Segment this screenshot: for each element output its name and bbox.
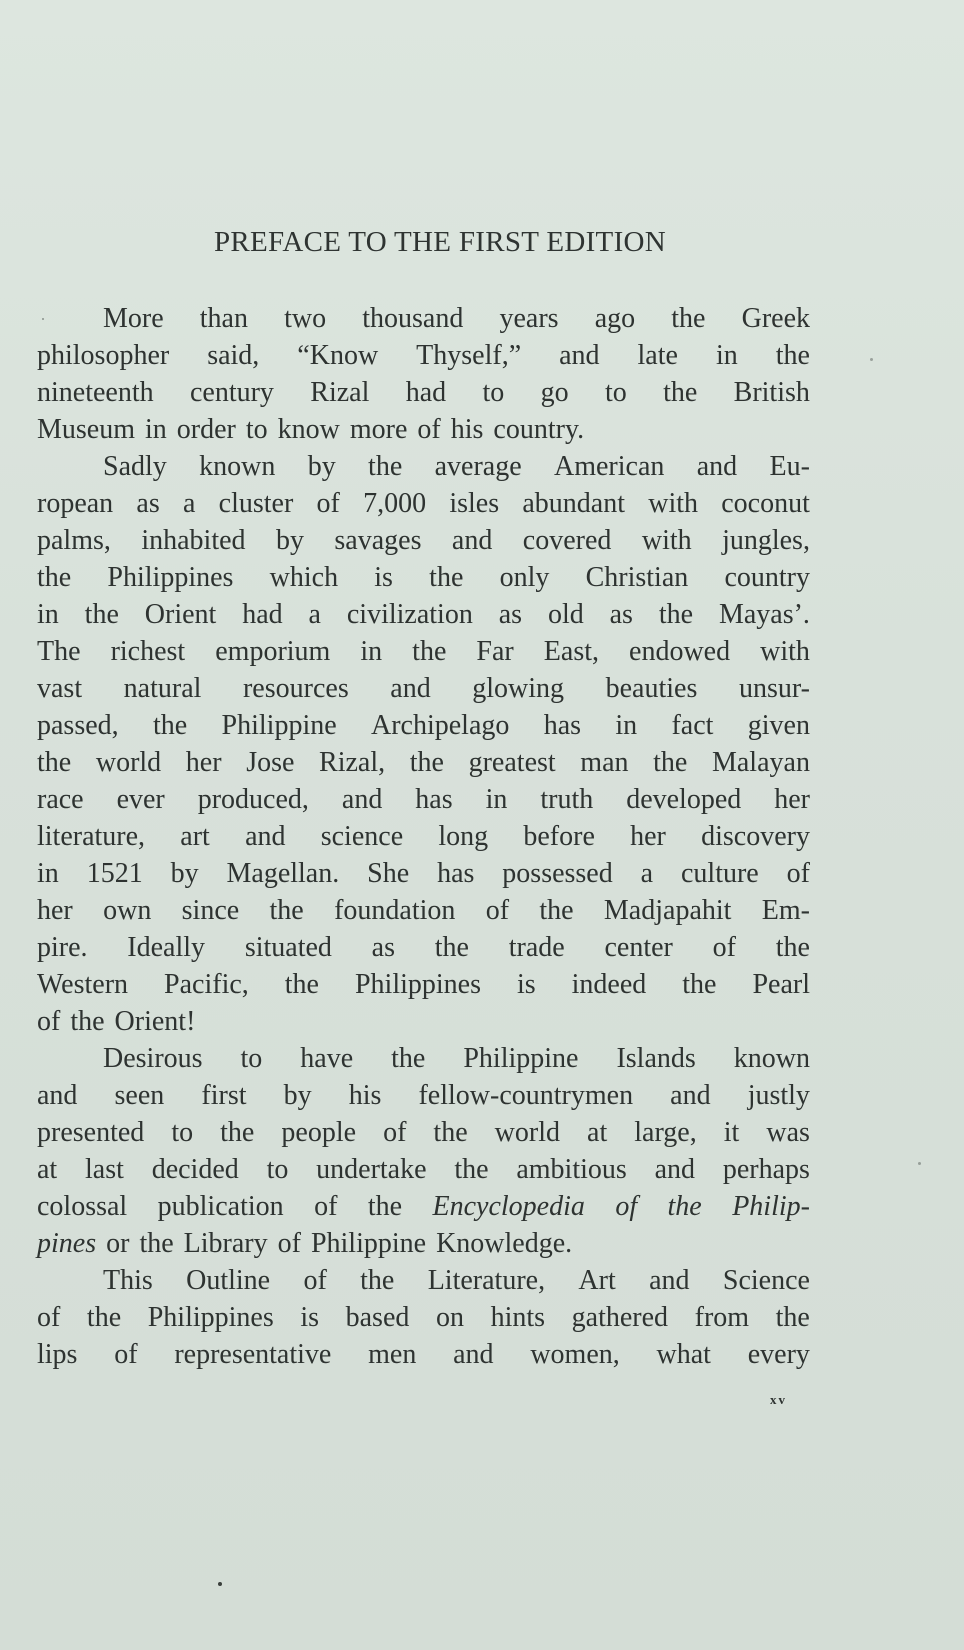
word: of (277, 1228, 301, 1259)
word: a (182, 488, 196, 519)
word: based (345, 1302, 410, 1333)
word: of (615, 1191, 638, 1222)
word: which (269, 562, 339, 593)
word: world (95, 747, 162, 778)
word: possessed (502, 858, 613, 889)
word: has (543, 710, 582, 741)
word: with (760, 636, 810, 667)
word: Malayan (711, 747, 810, 778)
word: the (775, 1302, 810, 1333)
word: to (482, 377, 505, 408)
word: richest (110, 636, 186, 667)
word: beauties (605, 673, 698, 704)
word: endowed (629, 636, 731, 667)
word: of (383, 1117, 407, 1148)
word: the (658, 599, 694, 630)
word: undertake (316, 1154, 427, 1185)
word: her (630, 821, 666, 852)
word: and (649, 1265, 690, 1296)
word: his (450, 414, 484, 445)
word: Ideally (127, 932, 206, 963)
word: late (637, 340, 678, 371)
word: given (747, 710, 810, 741)
word: ropean (37, 488, 114, 519)
text-line (37, 744, 810, 781)
word: presented (37, 1117, 145, 1148)
word: was (766, 1117, 810, 1148)
word: hints (490, 1302, 546, 1333)
word: Desirous (103, 1043, 203, 1074)
word: perhaps (722, 1154, 810, 1185)
page-title (0, 226, 840, 259)
word: have (300, 1043, 354, 1074)
text-line (37, 1262, 810, 1299)
word: She (367, 858, 410, 889)
word: average (434, 451, 522, 482)
word: had (405, 377, 447, 408)
word: country. (493, 414, 585, 445)
word: of (37, 1006, 61, 1037)
word: science (320, 821, 404, 852)
word: indeed (571, 969, 647, 1000)
word: to (266, 1154, 289, 1185)
word: said, (207, 340, 260, 371)
text-line (37, 337, 810, 374)
text-line (37, 929, 810, 966)
word: Far (476, 636, 514, 667)
word: American (554, 451, 665, 482)
word: the (367, 1191, 403, 1222)
word: in (485, 784, 508, 815)
word: the (454, 1154, 489, 1185)
word: philosopher (37, 340, 170, 371)
word: “Know (297, 340, 379, 371)
word: covered (522, 525, 612, 556)
word: This (103, 1265, 153, 1296)
word: Islands (616, 1043, 696, 1074)
word: inhabited (141, 525, 246, 556)
word: nineteenth (37, 377, 154, 408)
word: by (307, 451, 336, 482)
word: East, (543, 636, 599, 667)
text-line (37, 448, 810, 485)
word: more (349, 414, 408, 445)
word: the (667, 1191, 702, 1222)
word: than (199, 303, 248, 334)
word: the (37, 562, 72, 593)
word: the (429, 562, 464, 593)
word: More (103, 303, 164, 334)
text-line (37, 818, 810, 855)
word: 7,000 (363, 488, 427, 519)
word: savages (334, 525, 422, 556)
word: to (245, 414, 268, 445)
word: the (368, 451, 403, 482)
word: Literature, (427, 1265, 546, 1296)
word: decided (151, 1154, 239, 1185)
word: has (437, 858, 475, 889)
word: ever (116, 784, 165, 815)
word: men (368, 1339, 417, 1370)
text-line (37, 1040, 810, 1077)
print-speck (870, 358, 873, 361)
word: natural (123, 673, 202, 704)
word: of (303, 1265, 327, 1296)
word: as (609, 599, 633, 630)
word: justly (747, 1080, 810, 1111)
word: the (434, 932, 469, 963)
word: her (37, 895, 73, 926)
word: thousand (362, 303, 464, 334)
word: in (37, 599, 59, 630)
word: ago (594, 303, 636, 334)
word: British (733, 377, 810, 408)
text-line (37, 1114, 810, 1151)
word: the (269, 895, 304, 926)
word: the (152, 710, 188, 741)
word: women, (530, 1339, 620, 1370)
word: order (176, 414, 236, 445)
text-line (37, 1077, 810, 1114)
text-line (37, 1188, 810, 1225)
word: Thyself,” (416, 340, 522, 371)
word: Encyclopedia (432, 1191, 585, 1222)
text-line (37, 1003, 810, 1040)
word: Library (183, 1228, 268, 1259)
word: Philippine (463, 1043, 579, 1074)
word: of (316, 488, 340, 519)
word: world (494, 1117, 560, 1148)
print-speck (218, 1582, 222, 1586)
word: colossal (37, 1191, 128, 1222)
word: known (199, 451, 276, 482)
word: Science (722, 1265, 810, 1296)
text-line (37, 1225, 810, 1262)
word: Philippine (221, 710, 337, 741)
word: the (70, 1006, 105, 1037)
word: the (37, 747, 72, 778)
word: every (747, 1339, 810, 1370)
word: the (682, 969, 717, 1000)
word: a (308, 599, 321, 630)
word: the (284, 969, 319, 1000)
word: and (559, 340, 600, 371)
word: by (283, 1080, 312, 1111)
text-line (37, 522, 810, 559)
word: only (499, 562, 550, 593)
word: seen (114, 1080, 165, 1111)
word: Christian (585, 562, 689, 593)
word: Mayas’. (718, 599, 810, 630)
word: in (360, 636, 383, 667)
word: since (181, 895, 240, 926)
word: palms, (37, 525, 111, 556)
word: by (170, 858, 199, 889)
word: ambitious (516, 1154, 627, 1185)
word: to (240, 1043, 263, 1074)
text-line (37, 670, 810, 707)
word: the (220, 1117, 255, 1148)
word: go (540, 377, 569, 408)
word: the (391, 1043, 426, 1074)
word: her (185, 747, 222, 778)
word: of (37, 1302, 61, 1333)
word: The (37, 636, 81, 667)
word: Greek (741, 303, 810, 334)
word: her (774, 784, 810, 815)
word: and (453, 1339, 494, 1370)
word: Rizal (310, 377, 370, 408)
word: art (180, 821, 210, 852)
word: a (640, 858, 654, 889)
word: has (415, 784, 453, 815)
word: Pearl (752, 969, 810, 1000)
word: produced, (197, 784, 309, 815)
word: on (435, 1302, 464, 1333)
word: of (114, 1339, 138, 1370)
word: emporium (215, 636, 331, 667)
word: what (656, 1339, 711, 1370)
word: Art (578, 1265, 616, 1296)
word: and (245, 821, 286, 852)
word: vast (37, 673, 83, 704)
word: coconut (721, 488, 810, 519)
word: last (85, 1154, 124, 1185)
word: by (275, 525, 304, 556)
word: or (106, 1228, 130, 1259)
word: country (724, 562, 810, 593)
word: situated (244, 932, 332, 963)
word: at (37, 1154, 58, 1185)
text-line (37, 1299, 810, 1336)
word: jungles, (722, 525, 810, 556)
word: at (587, 1117, 608, 1148)
word: own (103, 895, 152, 926)
word: two (284, 303, 327, 334)
text-line (37, 411, 810, 448)
word: and (390, 673, 431, 704)
word: of (712, 932, 736, 963)
word: pines (37, 1228, 97, 1259)
word: pire. (37, 932, 88, 963)
word: with (648, 488, 698, 519)
word: discovery (701, 821, 810, 852)
word: Eu- (769, 451, 810, 482)
word: with (641, 525, 692, 556)
word: and (451, 525, 493, 556)
word: greatest (468, 747, 556, 778)
word: Outline (186, 1265, 271, 1296)
word: representative (174, 1339, 332, 1370)
text-line (37, 781, 810, 818)
page-number: xv (770, 1392, 787, 1407)
word: 1521 (86, 858, 143, 889)
word: foundation (334, 895, 456, 926)
word: before (523, 821, 595, 852)
word: Philippine (310, 1228, 427, 1259)
word: glowing (472, 673, 565, 704)
word: of (314, 1191, 338, 1222)
word: lips (37, 1339, 78, 1370)
word: cluster (218, 488, 294, 519)
word: the (86, 1302, 122, 1333)
word: resources (242, 673, 349, 704)
word: Madjapahit (603, 895, 732, 926)
word: long (438, 821, 489, 852)
word: the (539, 895, 574, 926)
text-line (37, 633, 810, 670)
word: in (37, 858, 59, 889)
text-line (37, 374, 810, 411)
word: of (417, 414, 441, 445)
word: literature, (37, 821, 146, 852)
print-speck (918, 1162, 921, 1165)
word: center (604, 932, 673, 963)
word: the (671, 303, 706, 334)
word: the (409, 747, 444, 778)
word: old (547, 599, 584, 630)
word: is (374, 562, 393, 593)
word: had (242, 599, 283, 630)
word: years (499, 303, 559, 334)
word: Orient! (114, 1006, 196, 1037)
word: passed, (37, 710, 119, 741)
word: unsur- (738, 673, 810, 704)
word: the (433, 1117, 468, 1148)
word: abundant (522, 488, 625, 519)
word: as (498, 599, 523, 630)
word: and (37, 1080, 78, 1111)
word: as (371, 932, 395, 963)
print-speck (42, 318, 44, 320)
text-line (37, 1151, 810, 1188)
word: race (37, 784, 84, 815)
word: isles (449, 488, 500, 519)
word: Western (37, 969, 129, 1000)
text-line (37, 300, 810, 337)
word: culture (681, 858, 759, 889)
word: Em- (761, 895, 810, 926)
word: the (84, 599, 119, 630)
word: fellow-countrymen (418, 1080, 634, 1111)
word: Museum (37, 414, 135, 445)
word: his (348, 1080, 382, 1111)
word: and (341, 784, 383, 815)
word: first (201, 1080, 247, 1111)
word: truth (540, 784, 594, 815)
word: Pacific, (164, 969, 249, 1000)
word: Magellan. (226, 858, 340, 889)
word: the (412, 636, 447, 667)
word: from (694, 1302, 750, 1333)
text-line (37, 1336, 810, 1373)
word: known (733, 1043, 810, 1074)
word: the (663, 377, 698, 408)
word: and (654, 1154, 696, 1185)
word: and (696, 451, 738, 482)
word: to (604, 377, 627, 408)
word: is (516, 969, 536, 1000)
word: people (281, 1117, 357, 1148)
word: man (580, 747, 629, 778)
word: Sadly (103, 451, 167, 482)
text-line (37, 596, 810, 633)
text-line (37, 855, 810, 892)
word: and (670, 1080, 711, 1111)
word: in (715, 340, 738, 371)
word: large, (634, 1117, 697, 1148)
word: Archipelago (370, 710, 510, 741)
word: of (485, 895, 510, 926)
text-line (37, 892, 810, 929)
word: in (145, 414, 167, 445)
word: is (300, 1302, 320, 1333)
word: the (360, 1265, 395, 1296)
word: developed (626, 784, 742, 815)
word: the (653, 747, 688, 778)
page-title-text: PREFACE TO THE FIRST EDITION (213, 226, 667, 258)
word: to (171, 1117, 194, 1148)
word: civilization (346, 599, 473, 630)
word: Jose (246, 747, 295, 778)
preface-body (37, 300, 810, 1373)
word: Philippines (147, 1302, 274, 1333)
word: the (775, 340, 810, 371)
word: Philippines (107, 562, 234, 593)
word: as (136, 488, 160, 519)
word: publication (157, 1191, 284, 1222)
word: gathered (571, 1302, 669, 1333)
text-line (37, 485, 810, 522)
word: know (277, 414, 340, 445)
word: fact (671, 710, 714, 741)
word: it (723, 1117, 740, 1148)
word: Philippines (354, 969, 481, 1000)
text-line (37, 559, 810, 596)
word: Knowledge. (436, 1228, 573, 1259)
word: trade (508, 932, 565, 963)
text-line (37, 707, 810, 744)
text-line (37, 966, 810, 1003)
word: in (615, 710, 638, 741)
word: the (775, 932, 810, 963)
word: Philip- (732, 1191, 810, 1222)
word: century (189, 377, 274, 408)
word: the (139, 1228, 174, 1259)
word: Orient (144, 599, 217, 630)
word: Rizal, (319, 747, 386, 778)
word: of (786, 858, 810, 889)
